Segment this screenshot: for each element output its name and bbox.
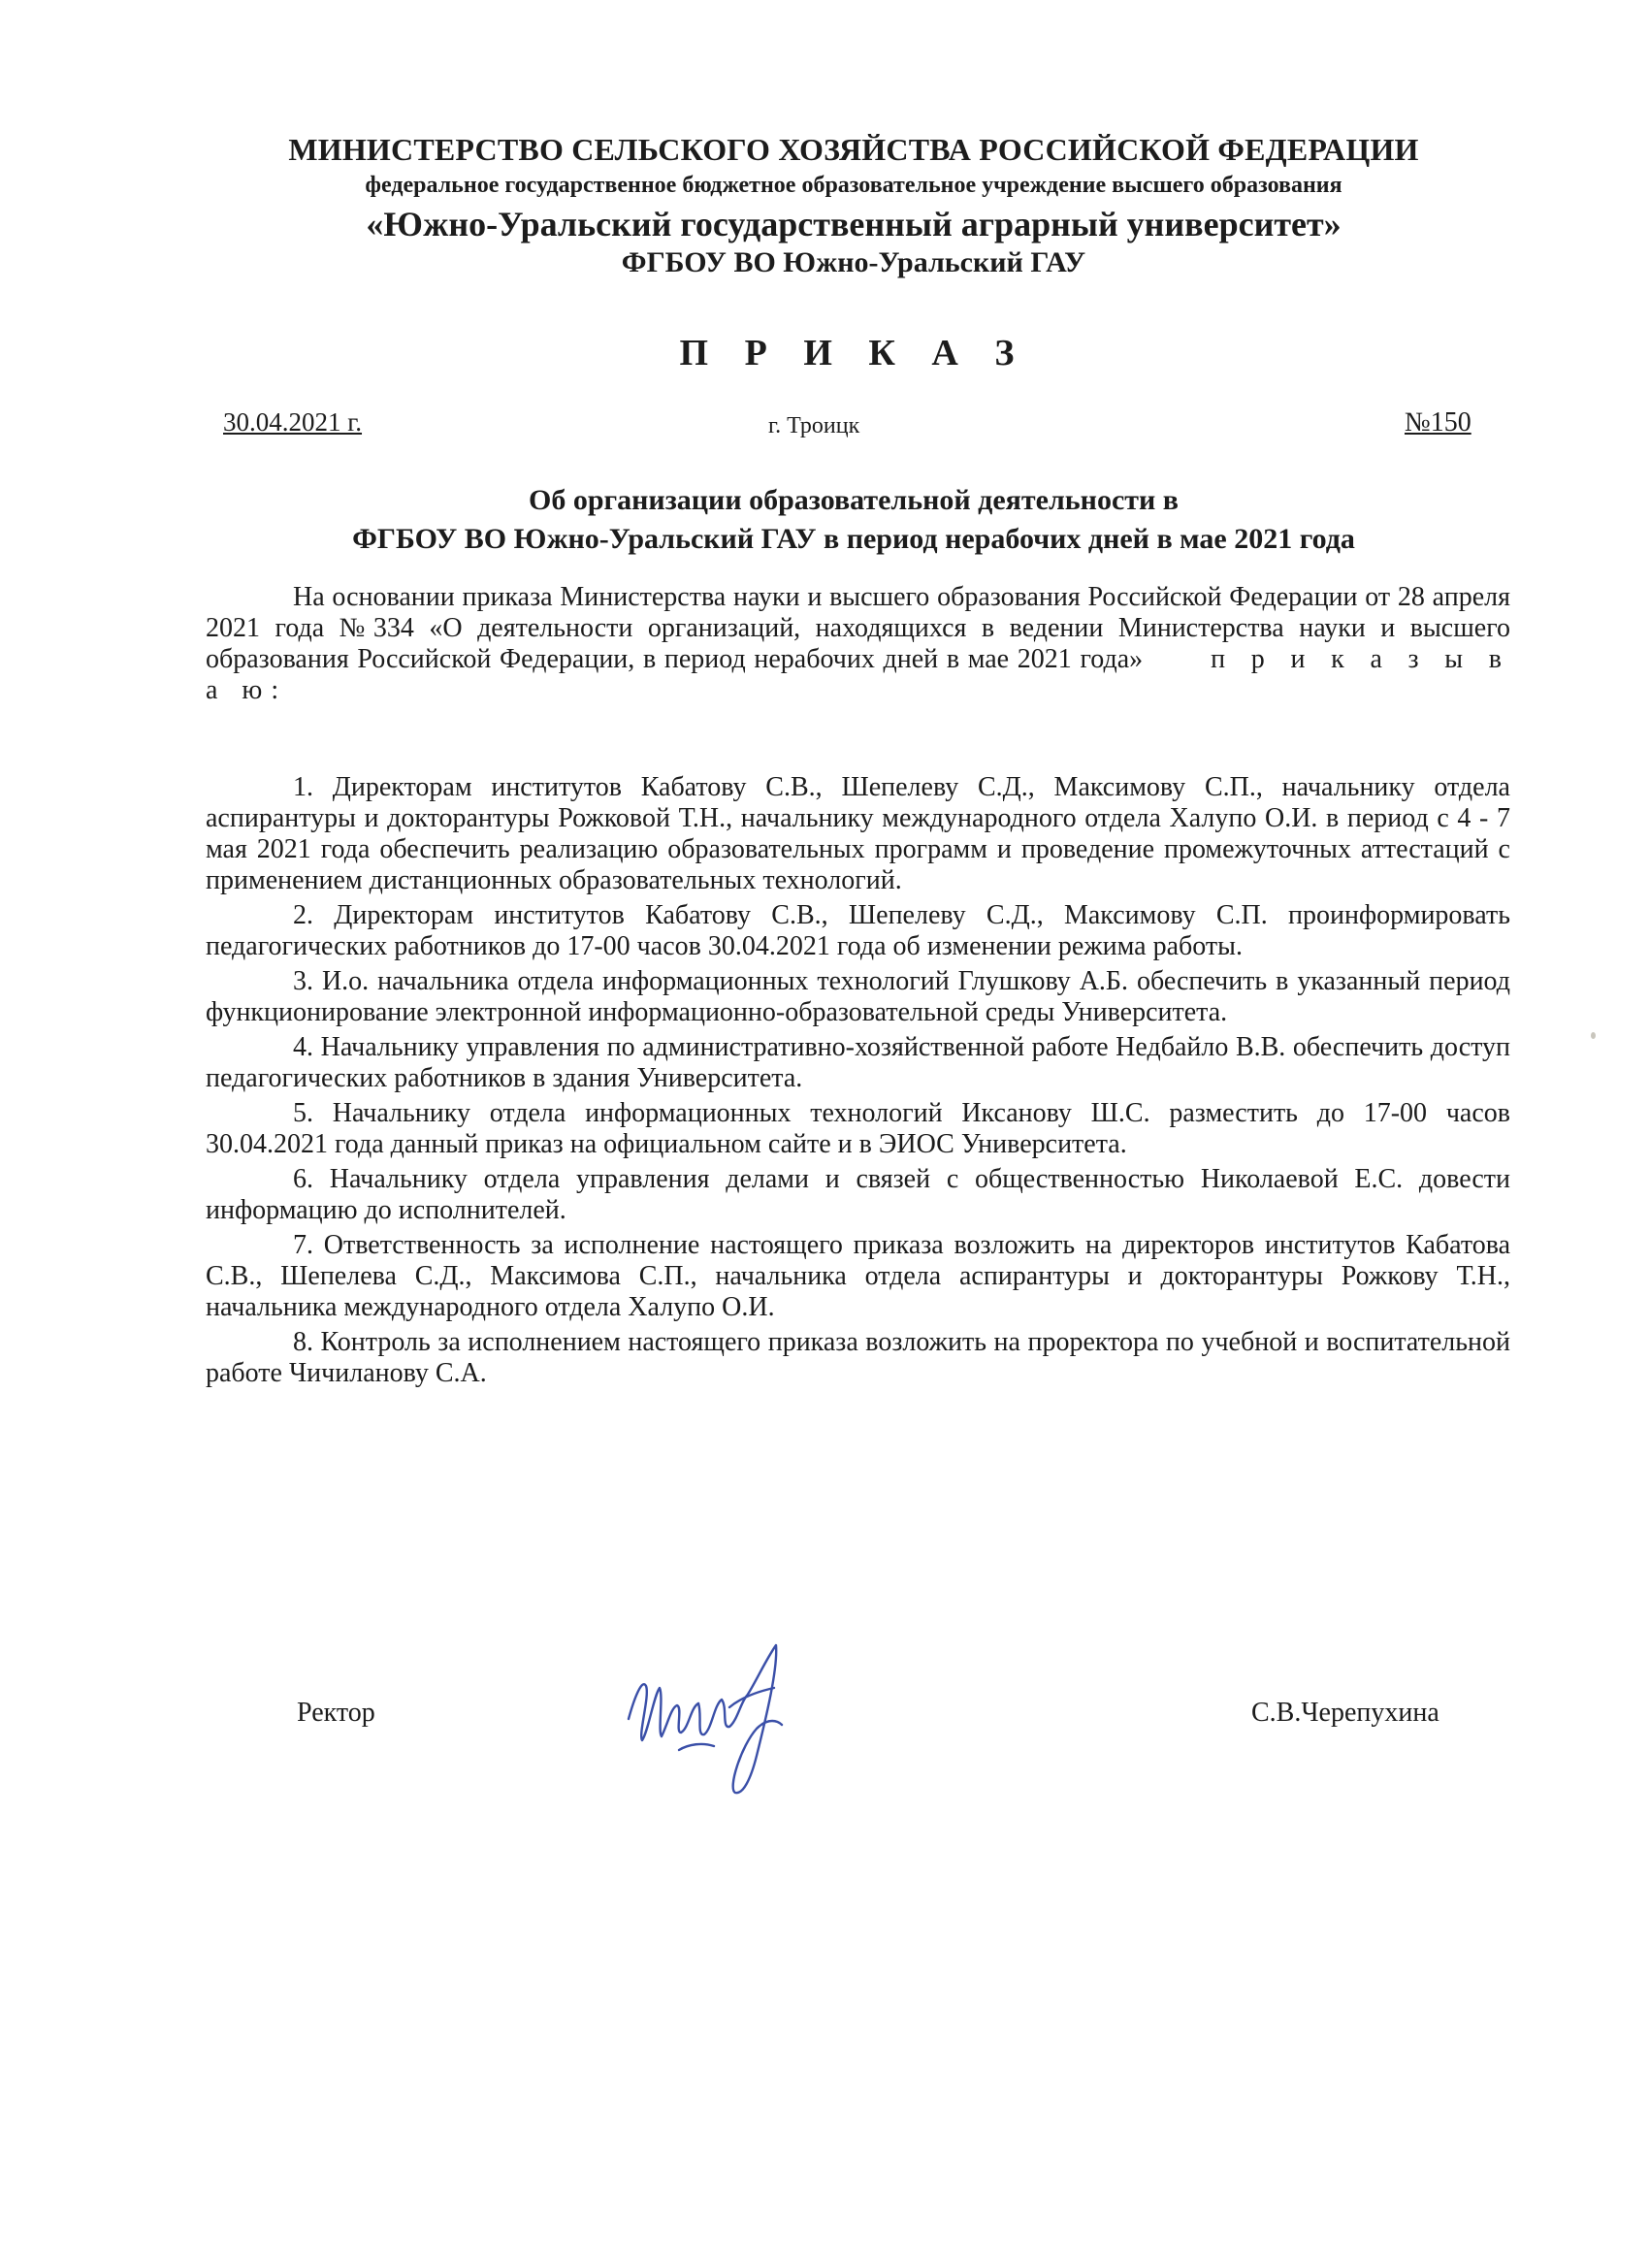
preamble-text: На основании приказа Министерства науки и высшего образования Российской Федерации от 28 апреля 2021 года №334 «О деятельности организаций, находящихся в ведении Министерства науки и высшего образования Российской Федерации, в период нерабочих дней в мае 2021 года» bbox=[206, 582, 1510, 674]
document-title: П Р И К А З bbox=[679, 333, 1028, 373]
order-item-7: 7. Ответственность за исполнение настоящего приказа возложить на директоров институтов Кабатова С.В., Шепелева С.Д., Максимова С.П., начальника отдела аспирантуры и докторантуры Рожкову Т.Н., начальника международного отдела Халупо О.И. bbox=[206, 1230, 1510, 1322]
subject-line-2: ФГБОУ ВО Южно-Уральский ГАУ в период нерабочих дней в мае 2021 года bbox=[352, 523, 1355, 555]
order-item-3: 3. И.о. начальника отдела информационных технологий Глушкову А.Б. обеспечить в указанный период функционирование электронной информационно-образовательной среды Университета. bbox=[206, 966, 1510, 1027]
order-item-6: 6. Начальнику отдела управления делами и связей с общественностью Николаевой Е.С. довести информацию до исполнителей. bbox=[206, 1164, 1510, 1225]
document-date: 30.04.2021 г. bbox=[223, 407, 363, 437]
subject-line-1: Об организации образовательной деятельности в bbox=[529, 484, 1179, 516]
order-item-1: 1. Директорам институтов Кабатову С.В., Шепелеву С.Д., Максимову С.П., начальнику отдела аспирантуры и докторантуры Рожковой Т.Н., начальнику международного отдела Халупо О.И. в период с 4 - 7 мая 2021 года обеспечить реализацию образовательных программ и проведение промежуточных аттестаций с применением дистанционных образовательных технологий. bbox=[206, 772, 1510, 895]
order-item-8: 8. Контроль за исполнением настоящего приказа возложить на проректора по учебной и воспитательной работе Чичиланову С.А. bbox=[206, 1327, 1510, 1388]
document-subject bbox=[175, 481, 1533, 559]
preamble-paragraph bbox=[206, 582, 1510, 706]
ministry-name: МИНИСТЕРСТВО СЕЛЬСКОГО ХОЗЯЙСТВА РОССИЙСКОЙ ФЕДЕРАЦИИ bbox=[288, 132, 1419, 167]
signer-name: С.В.Черепухина bbox=[1251, 1698, 1439, 1728]
handwritten-signature bbox=[621, 1639, 854, 1814]
institution-type: федеральное государственное бюджетное образовательное учреждение высшего образования bbox=[365, 173, 1342, 198]
university-name: «Южно-Уральский государственный аграрный университет» bbox=[366, 205, 1342, 243]
order-item-5: 5. Начальнику отдела информационных технологий Иксанову Ш.С. разместить до 17-00 часов 30.04.2021 года данный приказ на официальном сайте и в ЭИОС Университета. bbox=[206, 1098, 1510, 1159]
document-city: г. Троицк bbox=[768, 413, 860, 438]
order-word: п р и к а з ы в а ю: bbox=[206, 644, 1511, 705]
order-item-2: 2. Директорам институтов Кабатову С.В., Шепелеву С.Д., Максимову С.П. проинформировать педагогических работников до 17-00 часов 30.04.2021 года об изменении режима работы. bbox=[206, 900, 1510, 961]
university-short-name: ФГБОУ ВО Южно-Уральский ГАУ bbox=[621, 246, 1086, 278]
order-item-4: 4. Начальнику управления по административно-хозяйственной работе Недбайло В.В. обеспечить доступ педагогических работников в здания Университета. bbox=[206, 1032, 1510, 1093]
signature-strokes bbox=[629, 1645, 782, 1793]
scan-speck bbox=[1591, 1032, 1596, 1039]
order-items bbox=[206, 772, 1510, 1393]
signer-role: Ректор bbox=[297, 1698, 375, 1728]
signature-block bbox=[0, 1639, 1649, 1814]
document-number: №150 bbox=[1405, 407, 1471, 437]
